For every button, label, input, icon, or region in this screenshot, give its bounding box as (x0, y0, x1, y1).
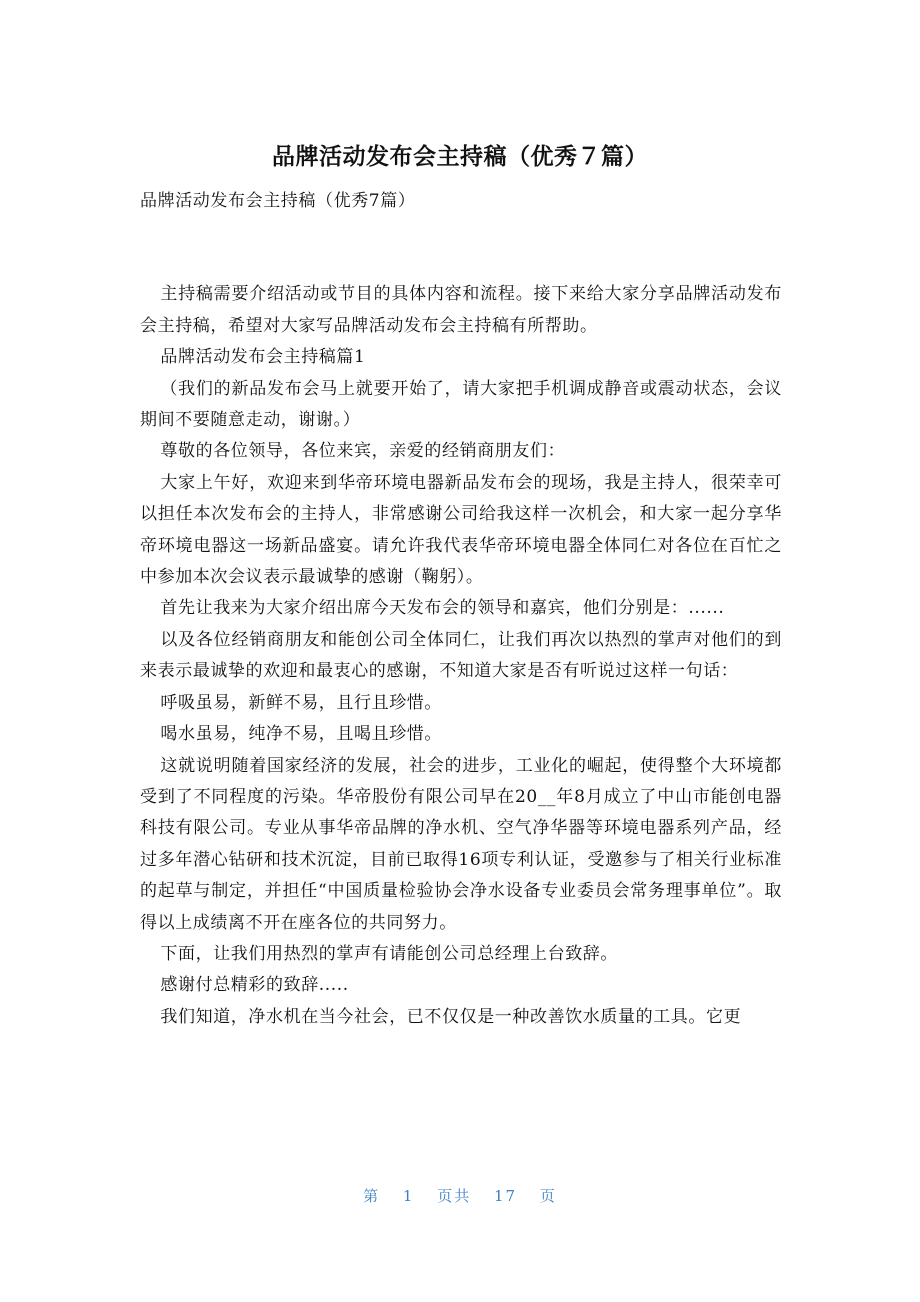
document-title: 品牌活动发布会主持稿（优秀７篇） (272, 144, 648, 170)
paragraph-verse-1: 呼吸虽易，新鲜不易，且行且珍惜。 (160, 692, 442, 713)
total-page-count: 17 (494, 1187, 518, 1205)
paragraph-verse-2: 喝水虽易，纯净不易，且喝且珍惜。 (160, 724, 442, 745)
paragraph-closing: 我们知道，净水机在当今社会，已不仅仅是一种改善饮水质量的工具。它更 (160, 1006, 742, 1027)
paragraph-greeting: 尊敬的各位领导，各位来宾，亲爱的经销商朋友们： (160, 441, 566, 462)
document-body (140, 186, 782, 1033)
paragraph-appreciation: 感谢付总精彩的致辞..... (160, 975, 349, 996)
paragraph-company: 这就说明随着国家经济的发展，社会的进步，工业化的崛起，使得整个大环境都受到了不同程度的污染。华帝股份有限公司早在20__年8月成立了中山市能创电器科技有限公司。专业从事华帝品牌的净水机、空气净华器等环境电器系列产品，经过多年潜心钻研和技术沉淀，目前已取得16项专利认证，受邀参与了相关行业标准的起草与制定，并担任“中国质量检验协会净水设备专业委员会常务理事单位”。取得以上成绩离不开在座各位的共同努力。 (140, 755, 782, 933)
section-heading: 品牌活动发布会主持稿篇1 (160, 347, 366, 368)
paragraph-notice: （我们的新品发布会马上就要开始了，请大家把手机调成静音或震动状态，会议期间不要随意走动，谢谢。） (140, 378, 782, 431)
paragraph-guests: 首先让我来为大家介绍出席今天发布会的领导和嘉宾，他们分别是：...... (160, 598, 725, 619)
paragraph-welcome: 大家上午好，欢迎来到华帝环境电器新品发布会的现场，我是主持人，很荣幸可以担任本次发布会的主持人，非常感谢公司给我这样一次机会，和大家一起分享华帝环境电器这一场新品盛宴。请允许我代表华帝环境电器全体同仁对各位在百忙之中参加本次会议表示最诚挚的感谢（鞠躬）。 (140, 472, 782, 588)
paragraph-invite: 下面，让我们用热烈的掌声有请能创公司总经理上台致辞。 (160, 943, 618, 964)
blank-line (140, 217, 782, 279)
document-subtitle: 品牌活动发布会主持稿（优秀7篇） (140, 191, 416, 211)
paragraph-thanks: 以及各位经销商朋友和能创公司全体同仁，让我们再次以热烈的掌声对他们的到来表示最诚挚的欢迎和最衷心的感谢，不知道大家是否有听说过这样一句话： (140, 629, 782, 682)
current-page-number: 1 (402, 1187, 415, 1205)
footer-label-di: 第 (363, 1187, 381, 1205)
page-number-footer (0, 1185, 920, 1206)
footer-label-ye: 页 (539, 1187, 557, 1205)
footer-label-ye-gong: 页共 (437, 1187, 472, 1205)
paragraph-intro: 主持稿需要介绍活动或节目的具体内容和流程。接下来给大家分享品牌活动发布会主持稿，希望对大家写品牌活动发布会主持稿有所帮助。 (140, 284, 782, 336)
